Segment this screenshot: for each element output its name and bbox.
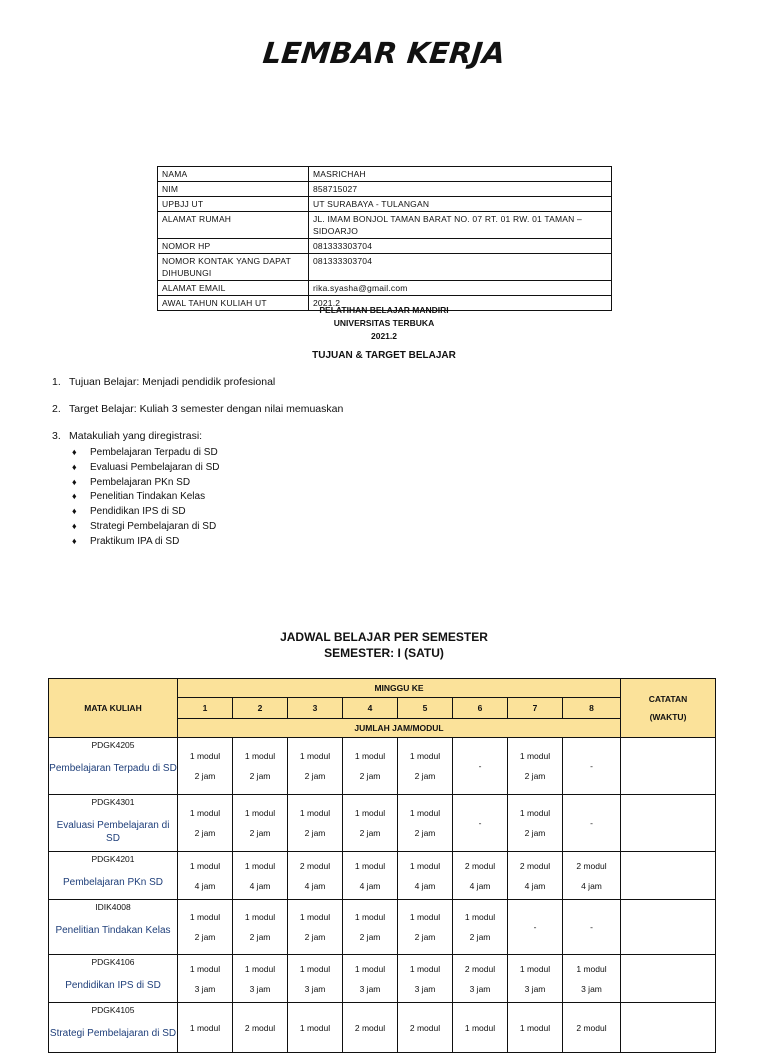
- hours-value: 2 jam: [524, 771, 546, 781]
- course-cell: [49, 738, 178, 795]
- biodata-row: [158, 281, 612, 296]
- module-count: 1 modul: [519, 1022, 551, 1033]
- biodata-label: AWAL TAHUN KULIAH UT: [158, 296, 309, 311]
- hours-value: 2 jam: [414, 932, 436, 942]
- week-cell: [233, 1003, 288, 1053]
- hours-value: 2 jam: [414, 771, 436, 781]
- program-line-3: 2021.2: [371, 331, 397, 341]
- week-cell: [398, 738, 453, 795]
- hours-value: 3 jam: [359, 983, 381, 994]
- module-count: 1 modul: [299, 1022, 331, 1033]
- week-cell: [508, 1003, 563, 1053]
- catatan-cell: [621, 1003, 716, 1053]
- table-row: [49, 1003, 716, 1053]
- table-row: [49, 900, 716, 955]
- week-cell: [508, 795, 563, 852]
- week-cell: [563, 738, 621, 795]
- course-item: [72, 519, 220, 534]
- module-count: 2 modul: [409, 1022, 441, 1033]
- course-item: [72, 460, 220, 475]
- week-cell: [178, 738, 233, 795]
- course-title: Evaluasi Pembelajaran di SD: [56, 820, 170, 844]
- module-count: 2 modul: [576, 860, 607, 871]
- module-count: 1 modul: [354, 751, 386, 761]
- module-count: 2 modul: [244, 1022, 276, 1033]
- week-cell: [453, 738, 508, 795]
- page-title: LEMBAR KERJA: [261, 36, 507, 70]
- tujuan-heading: TUJUAN & TARGET BELAJAR: [312, 350, 456, 361]
- course-code: PDGK4201: [91, 854, 135, 864]
- program-heading: [0, 304, 768, 343]
- hours-value: 4 jam: [581, 880, 602, 891]
- hours-value: 4 jam: [524, 880, 546, 891]
- course-code: PDGK4301: [91, 797, 135, 807]
- list-text: Tujuan Belajar: Menjadi pendidik profesional: [69, 376, 276, 388]
- hours-value: 2 jam: [469, 932, 491, 942]
- week-cell: [178, 900, 233, 955]
- week-cell: [453, 900, 508, 955]
- course-name: Strategi Pembelajaran di SD: [90, 520, 217, 532]
- module-count: 1 modul: [244, 808, 276, 818]
- week-cell: [453, 852, 508, 900]
- catatan-cell: [621, 852, 716, 900]
- course-title: Pembelajaran Terpadu di SD: [49, 763, 177, 774]
- course-name: Praktikum IPA di SD: [90, 535, 180, 547]
- module-count: 2 modul: [299, 860, 331, 871]
- week-cell: [508, 852, 563, 900]
- biodata-value: UT SURABAYA - TULANGAN: [309, 197, 612, 212]
- week-cell: [563, 795, 621, 852]
- table-row: [49, 852, 716, 900]
- module-count: 1 modul: [409, 751, 441, 761]
- course-code: PDGK4105: [91, 1005, 135, 1015]
- schedule-table: [48, 678, 716, 1053]
- module-count: 1 modul: [354, 912, 386, 922]
- header-minggu-ke: MINGGU KE: [178, 679, 621, 698]
- module-count: 1 modul: [299, 808, 331, 818]
- week-cell: [398, 900, 453, 955]
- week-cell: [233, 795, 288, 852]
- biodata-value: 858715027: [309, 182, 612, 197]
- module-count: 1 modul: [189, 912, 221, 922]
- diamond-bullet-icon: ♦: [72, 461, 77, 472]
- biodata-label: NOMOR KONTAK YANG DAPAT DIHUBUNGI: [158, 254, 309, 281]
- week-cell: [563, 900, 621, 955]
- week-cell: [288, 795, 343, 852]
- week-cell: [178, 852, 233, 900]
- list-number: 1.: [52, 376, 61, 388]
- biodata-label: ALAMAT RUMAH: [158, 212, 309, 239]
- course-name: Pembelajaran Terpadu di SD: [90, 447, 218, 458]
- week-header: 5: [398, 698, 453, 719]
- module-count: 1 modul: [519, 963, 551, 974]
- course-title: Penelitian Tindakan Kelas: [55, 925, 171, 936]
- header-jumlah-jam: JUMLAH JAM/MODUL: [178, 719, 621, 738]
- biodata-row: [158, 167, 612, 182]
- week-cell: [508, 738, 563, 795]
- week-cell: [233, 738, 288, 795]
- hours-value: 2 jam: [249, 932, 271, 942]
- biodata-label: NIM: [158, 182, 309, 197]
- week-cell: [398, 795, 453, 852]
- course-cell: [49, 795, 178, 852]
- course-item: [72, 504, 220, 519]
- biodata-value: 081333303704: [309, 254, 612, 281]
- list-item-2: [52, 403, 343, 415]
- course-item: [72, 475, 220, 490]
- week-cell: [288, 900, 343, 955]
- module-count: 1 modul: [464, 912, 496, 922]
- module-count: 1 modul: [354, 860, 386, 871]
- week-cell: [453, 1003, 508, 1053]
- biodata-label: UPBJJ UT: [158, 197, 309, 212]
- week-cell: [398, 1003, 453, 1053]
- biodata-row: [158, 197, 612, 212]
- hours-value: 4 jam: [469, 880, 491, 891]
- module-count: 1 modul: [244, 963, 276, 974]
- table-row: [49, 795, 716, 852]
- biodata-row: [158, 254, 612, 281]
- week-cell: [178, 1003, 233, 1053]
- schedule-heading: JADWAL BELAJAR PER SEMESTER: [280, 630, 488, 644]
- waktu-label: (WAKTU): [649, 712, 687, 722]
- week-cell: [343, 795, 398, 852]
- week-cell: [288, 852, 343, 900]
- week-cell: [178, 955, 233, 1003]
- diamond-bullet-icon: ♦: [72, 535, 77, 546]
- course-item: [72, 534, 220, 549]
- biodata-value: 081333303704: [309, 239, 612, 254]
- hours-value: 2 jam: [194, 932, 216, 942]
- course-item: [72, 489, 220, 504]
- module-count: 1 modul: [519, 751, 551, 761]
- week-header: 6: [453, 698, 508, 719]
- biodata-row: [158, 182, 612, 197]
- hours-value: 2 jam: [359, 932, 381, 942]
- week-header: 8: [563, 698, 621, 719]
- catatan-label: CATATAN: [648, 694, 688, 704]
- empty-marker: -: [478, 761, 482, 771]
- week-cell: [343, 738, 398, 795]
- table-row: [49, 955, 716, 1003]
- module-count: 2 modul: [464, 860, 496, 871]
- module-count: 1 modul: [244, 751, 276, 761]
- hours-value: 4 jam: [359, 880, 381, 891]
- catatan-cell: [621, 955, 716, 1003]
- empty-marker: -: [478, 818, 482, 828]
- week-cell: [233, 955, 288, 1003]
- module-count: 1 modul: [576, 963, 607, 974]
- biodata-label: NOMOR HP: [158, 239, 309, 254]
- course-cell: [49, 1003, 178, 1053]
- list-text: Target Belajar: Kuliah 3 semester dengan nilai memuaskan: [69, 403, 344, 415]
- biodata-row: [158, 239, 612, 254]
- diamond-bullet-icon: ♦: [72, 506, 77, 517]
- biodata-label: NAMA: [158, 167, 309, 182]
- course-name: Pendidikan IPS di SD: [90, 506, 186, 518]
- hours-value: 3 jam: [469, 983, 491, 994]
- module-count: 1 modul: [299, 751, 331, 761]
- week-cell: [563, 1003, 621, 1053]
- course-title: Pembelajaran PKn SD: [62, 877, 164, 888]
- course-code: IDIK4008: [95, 902, 131, 912]
- module-count: 1 modul: [189, 963, 221, 974]
- list-number: 2.: [52, 403, 61, 415]
- week-header: 4: [343, 698, 398, 719]
- module-count: 2 modul: [519, 860, 551, 871]
- module-count: 1 modul: [409, 808, 441, 818]
- list-text: Matakuliah yang diregistrasi:: [69, 430, 203, 442]
- hours-value: 4 jam: [249, 880, 271, 891]
- empty-marker: -: [590, 818, 593, 828]
- hours-value: 4 jam: [194, 880, 216, 891]
- module-count: 1 modul: [354, 963, 386, 974]
- course-name: Pembelajaran PKn SD: [90, 476, 191, 488]
- course-name: Penelitian Tindakan Kelas: [90, 491, 206, 503]
- biodata-value: 2021.2: [309, 296, 612, 311]
- hours-value: 3 jam: [304, 983, 326, 994]
- hours-value: 2 jam: [249, 771, 271, 781]
- week-cell: [398, 955, 453, 1003]
- hours-value: 3 jam: [194, 983, 216, 994]
- catatan-cell: [621, 900, 716, 955]
- module-count: 1 modul: [354, 808, 386, 818]
- course-code: PDGK4205: [91, 740, 135, 750]
- week-cell: [343, 955, 398, 1003]
- module-count: 1 modul: [244, 860, 276, 871]
- diamond-bullet-icon: ♦: [72, 447, 77, 457]
- header-catatan: [621, 679, 716, 738]
- week-cell: [288, 738, 343, 795]
- week-cell: [288, 955, 343, 1003]
- list-item-3: [52, 430, 202, 442]
- module-count: 1 modul: [244, 912, 276, 922]
- hours-value: 2 jam: [304, 932, 326, 942]
- week-cell: [233, 900, 288, 955]
- module-count: 2 modul: [576, 1022, 607, 1033]
- week-cell: [343, 1003, 398, 1053]
- empty-marker: -: [533, 922, 537, 932]
- week-cell: [563, 852, 621, 900]
- program-line-1: PELATIHAN BELAJAR MANDIRI: [319, 305, 449, 315]
- module-count: 2 modul: [464, 963, 496, 974]
- module-count: 1 modul: [464, 1022, 496, 1033]
- hours-value: 2 jam: [414, 828, 436, 838]
- course-cell: [49, 955, 178, 1003]
- course-item: [72, 445, 220, 460]
- biodata-row: [158, 212, 612, 239]
- module-count: 1 modul: [409, 912, 441, 922]
- week-header: 1: [178, 698, 233, 719]
- catatan-cell: [621, 795, 716, 852]
- hours-value: 2 jam: [359, 771, 381, 781]
- diamond-bullet-icon: ♦: [72, 491, 77, 502]
- course-code: PDGK4106: [91, 957, 135, 967]
- module-count: 1 modul: [299, 912, 331, 922]
- header-mata-kuliah: MATA KULIAH: [49, 679, 178, 738]
- week-cell: [178, 795, 233, 852]
- week-header: 3: [288, 698, 343, 719]
- list-item-1: [52, 376, 275, 388]
- hours-value: 3 jam: [524, 983, 546, 994]
- week-cell: [288, 1003, 343, 1053]
- empty-marker: -: [590, 922, 593, 932]
- module-count: 1 modul: [409, 860, 441, 871]
- course-cell: [49, 900, 178, 955]
- hours-value: 3 jam: [581, 983, 602, 994]
- hours-value: 3 jam: [414, 983, 436, 994]
- hours-value: 4 jam: [304, 880, 326, 891]
- hours-value: 2 jam: [359, 828, 381, 838]
- week-cell: [343, 900, 398, 955]
- hours-value: 2 jam: [249, 828, 271, 838]
- biodata-value: MASRICHAH: [309, 167, 612, 182]
- course-list: [72, 445, 220, 549]
- week-header: 7: [508, 698, 563, 719]
- module-count: 1 modul: [189, 808, 221, 818]
- module-count: 1 modul: [409, 963, 441, 974]
- module-count: 1 modul: [519, 808, 551, 818]
- biodata-value: JL. IMAM BONJOL TAMAN BARAT NO. 07 RT. 01 RW. 01 TAMAN – SIDOARJO: [309, 212, 612, 239]
- biodata-label: ALAMAT EMAIL: [158, 281, 309, 296]
- empty-marker: -: [590, 761, 593, 771]
- program-line-2: UNIVERSITAS TERBUKA: [333, 318, 435, 328]
- course-title: Pendidikan IPS di SD: [65, 980, 161, 991]
- module-count: 1 modul: [189, 751, 221, 761]
- week-cell: [398, 852, 453, 900]
- course-title: Strategi Pembelajaran di SD: [49, 1028, 177, 1039]
- list-number: 3.: [52, 430, 61, 442]
- course-name: Evaluasi Pembelajaran di SD: [90, 461, 220, 473]
- week-cell: [563, 955, 621, 1003]
- hours-value: 2 jam: [194, 828, 216, 838]
- biodata-value: rika.syasha@gmail.com: [309, 281, 612, 296]
- hours-value: 2 jam: [304, 828, 326, 838]
- week-cell: [453, 795, 508, 852]
- week-cell: [453, 955, 508, 1003]
- week-cell: [508, 955, 563, 1003]
- hours-value: 2 jam: [524, 828, 546, 838]
- catatan-cell: [621, 738, 716, 795]
- diamond-bullet-icon: ♦: [72, 520, 77, 531]
- week-cell: [233, 852, 288, 900]
- hours-value: 4 jam: [414, 880, 436, 891]
- hours-value: 3 jam: [249, 983, 271, 994]
- module-count: 1 modul: [189, 860, 221, 871]
- biodata-table: [157, 166, 612, 311]
- module-count: 2 modul: [354, 1022, 386, 1033]
- table-row: [49, 738, 716, 795]
- module-count: 1 modul: [189, 1022, 221, 1033]
- week-cell: [508, 900, 563, 955]
- week-header: 2: [233, 698, 288, 719]
- module-count: 1 modul: [299, 963, 331, 974]
- course-cell: [49, 852, 178, 900]
- hours-value: 2 jam: [194, 771, 216, 781]
- diamond-bullet-icon: ♦: [72, 476, 77, 487]
- week-cell: [343, 852, 398, 900]
- semester-heading: SEMESTER: I (SATU): [324, 646, 444, 660]
- hours-value: 2 jam: [304, 771, 326, 781]
